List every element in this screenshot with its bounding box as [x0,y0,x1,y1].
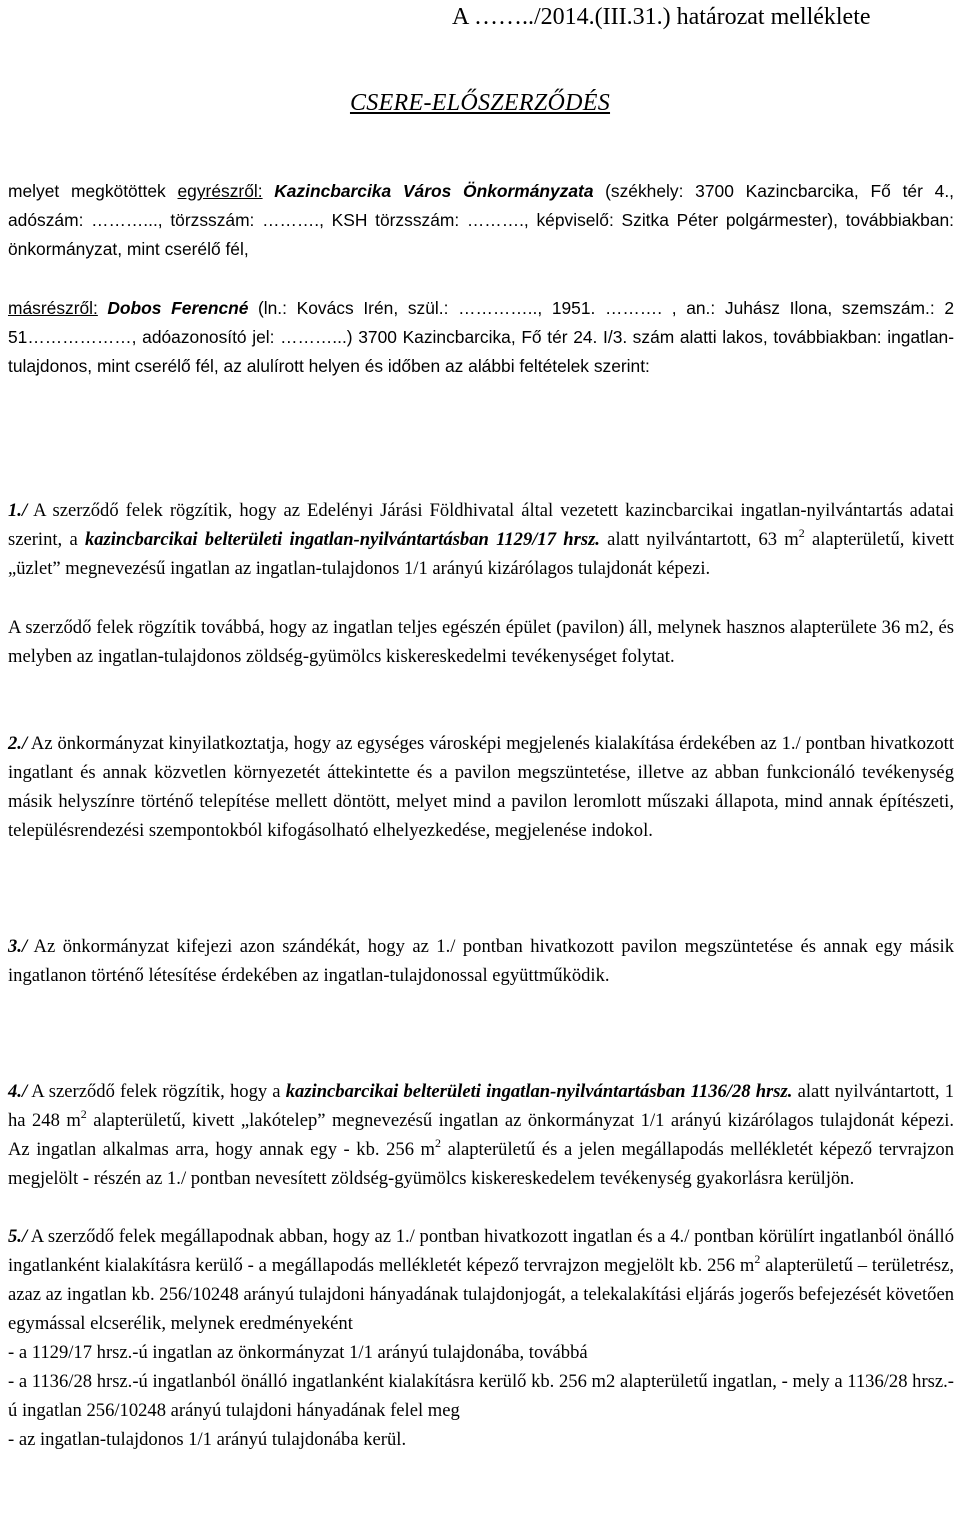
section-4-emphasis: kazincbarcikai belterületi ingatlan-nyilvántartásban 1136/28 hrsz. [285,1081,793,1102]
section-2-paragraph [8,729,954,845]
section-2-number: 2./ [8,733,28,754]
section-5-bullet-3: - az ingatlan-tulajdonos 1/1 arányú tulajdonába kerül. [8,1429,407,1450]
section-5-number: 5./ [8,1226,28,1247]
section-4-text-c: alapterületű, kivett „lakótelep” megnevezésű ingatlan az önkormányzat 1/1 arányú kizárólagos tulajdonát képezi. Az ingatlan alkalmas arra, hogy annak egy - kb. 256 m [8,1110,955,1160]
section-4-text-a: A szerződő felek rögzítik, hogy a [27,1081,286,1102]
party-one-intro: melyet megkötöttek [8,181,178,201]
document-title: CSERE-ELŐSZERZŐDÉS [349,90,611,116]
section-4-superscript-1: 2 [80,1106,87,1121]
section-4-superscript-2: 2 [435,1135,442,1150]
party-two-details-2: szám alatti lakos, továbbiakban: ingatlan-tulajdonos, mint cserélő fél, az alulírott helyen és időben az alábbi feltételek szerint: [8,327,954,376]
section-4-text-d: alapterületű és a jelen megállapodás mellékletét képező tervrajzon megjelölt - részén az 1./ pontban nevesített zöldség-gyümölcs kiskereskedelem tevékenység gyakorlásra kerüljön. [8,1139,954,1189]
party-two-name: Dobos Ferencné [107,298,249,318]
section-1-paragraph [8,496,954,583]
section-3-text: Az önkormányzat kifejezi azon szándékát, hogy az 1./ pontban hivatkozott pavilon megszüntetése és annak egy másik ingatlanon történő létesítése érdekében az ingatlan-tulajdonossal együttműködik. [8,936,954,986]
section-1-continuation [8,613,954,671]
section-5-text-b: alapterületű – területrész, azaz az ingatlan kb. 256/10248 arányú tulajdoni hányadának tulajdonjogát, a telekalakítási eljárás jogerős befejezését követően egymással elcserélik, melynek eredményeként [8,1255,955,1334]
party-two-details-1: (ln.: Kovács Irén, szül.: ………….., 1951. ………. , an.: Juhász Ilona, szemszám.: 2 51………………, adóazonosító jel: ………...) 3700 Kazincbarcika, Fő tér 24. I/3. [8,298,954,347]
section-3-paragraph [8,932,954,990]
attachment-header: A ……../2014.(III.31.) határozat melléklete [452,4,871,30]
party-one-paragraph [8,177,954,264]
section-3-number: 3./ [8,936,28,957]
section-5-bullet-1: - a 1129/17 hrsz.-ú ingatlan az önkormányzat 1/1 arányú tulajdonába, továbbá [8,1342,588,1363]
section-4-text-b: alatt nyilvántartott, 1 ha 248 m [8,1081,955,1131]
section-5-superscript: 2 [754,1251,761,1266]
section-1-superscript: 2 [798,525,805,540]
party-two-paragraph [8,294,954,381]
party-one-name: Kazincbarcika Város Önkormányzata [274,181,594,201]
section-5-bullet-2: - a 1136/28 hrsz.-ú ingatlanból önálló ingatlanként kialakításra kerülő kb. 256 m2 alapterületű ingatlan, - mely a 1136/28 hrsz.-ú ingatlan 256/10248 arányú tulajdoni hányadának felel meg [8,1371,954,1421]
section-1-text-d: A szerződő felek rögzítik továbbá, hogy az ingatlan teljes egészén épület (pavilon) áll, melynek hasznos alapterülete 36 m2, és melyben az ingatlan-tulajdonos zöldség-gyümölcs kiskereskedelmi tevékenységet folytat. [8,617,954,667]
section-1-text-b: alatt nyilvántartott, 63 m [599,529,799,550]
section-5-paragraph [8,1222,954,1454]
section-4-paragraph [8,1077,954,1193]
section-1-emphasis: kazincbarcikai belterületi ingatlan-nyilvántartásban 1129/17 hrsz. [84,529,600,550]
section-1-number: 1./ [8,500,28,521]
section-1-text-c: alapterületű, kivett „üzlet” megnevezésű ingatlan az ingatlan-tulajdonos 1/1 arányú kizárólagos tulajdonát képezi. [8,529,954,579]
section-2-text: Az önkormányzat kinyilatkoztatja, hogy az egységes városképi megjelenés kialakítása érdekében az 1./ pontban hivatkozott ingatlant és annak közvetlen környezetét áttekintette és a pavilon megszüntetése, illetve az abban funkcionáló tevékenység másik helyszínre történő telepítése mellett döntött, melyet mind a pavilon leromlott műszaki állapota, mind annak építészeti, településrendezési szempontokból kifogásolható elhelyezkedése, megjelenése indokol. [8,733,954,841]
section-5-text-a: A szerződő felek megállapodnak abban, hogy az 1./ pontban hivatkozott ingatlan és a 4./ pontban körülírt ingatlanból önálló ingatlanként kialakításra kerülő - a megállapodás mellékletét képező tervrajzon megjelölt kb. 256 m [8,1226,954,1276]
section-4-number: 4./ [8,1081,28,1102]
party-two-side-label: másrészről: [8,298,98,318]
party-one-side-label: egyrészről: [177,181,263,201]
party-one-details: (székhely: 3700 Kazincbarcika, Fő tér 4., adószám: ………..., törzsszám: ………., KSH törzsszám: ………., képviselő: Szitka Péter polgármester), továbbiakban: önkormányzat, mint cserélő fél, [8,181,954,259]
section-1-text-a: A szerződő felek rögzítik, hogy az Edelényi Járási Földhivatal által vezetett kazincbarcikai ingatlan-nyilvántartás adatai szerint, a [8,500,955,550]
